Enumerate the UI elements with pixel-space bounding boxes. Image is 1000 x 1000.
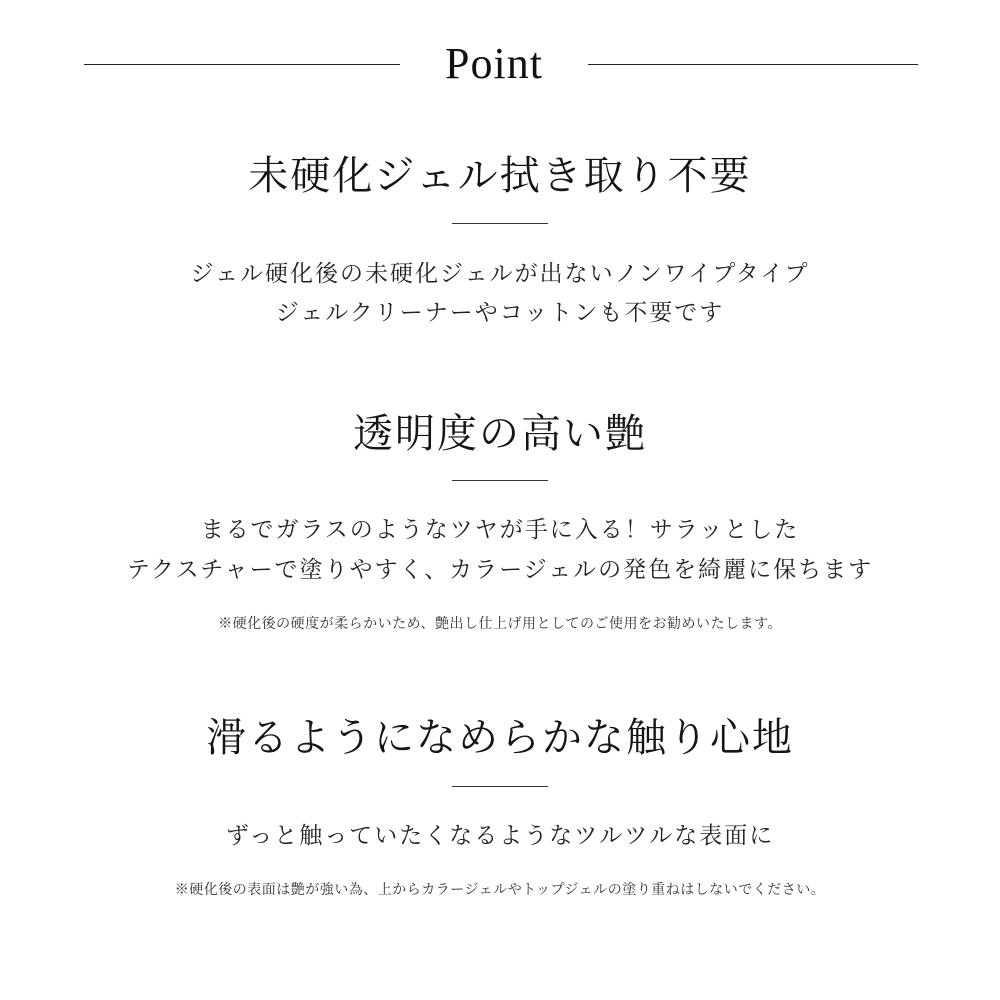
section-body-line: テクスチャーで塗りやすく、カラージェルの発色を綺麗に保ちます	[126, 557, 874, 583]
section-body-line: ジェルクリーナーやコットンも不要です	[275, 300, 725, 326]
section-body-line: ずっと触っていたくなるようなツルツルな表面に	[225, 823, 775, 849]
section-divider	[452, 480, 548, 481]
points-header	[0, 36, 1000, 92]
section-note: ※硬化後の硬度が柔らかいため、艶出し仕上げ用としてのご使用をお勧めいたします。	[218, 616, 782, 632]
section-divider	[452, 223, 548, 224]
section-note: ※硬化後の表面は艶が強い為、上からカラージェルやトップジェルの塗り重ねはしないでください。	[174, 882, 826, 898]
section-heading: 滑るようになめらかな触り心地	[206, 715, 794, 761]
section-divider	[452, 786, 548, 787]
points-title: Point	[445, 39, 543, 88]
section-body-line: ジェル硬化後の未硬化ジェルが出ないノンワイプタイプ	[190, 261, 810, 287]
section-body-line: まるでガラスのようなツヤが手に入る！サラッとした	[200, 517, 800, 543]
header-rule-right	[588, 64, 918, 65]
header-rule-left	[84, 64, 400, 65]
section-heading: 透明度の高い艶	[353, 411, 647, 457]
section-heading: 未硬化ジェル拭き取り不要	[248, 153, 752, 199]
